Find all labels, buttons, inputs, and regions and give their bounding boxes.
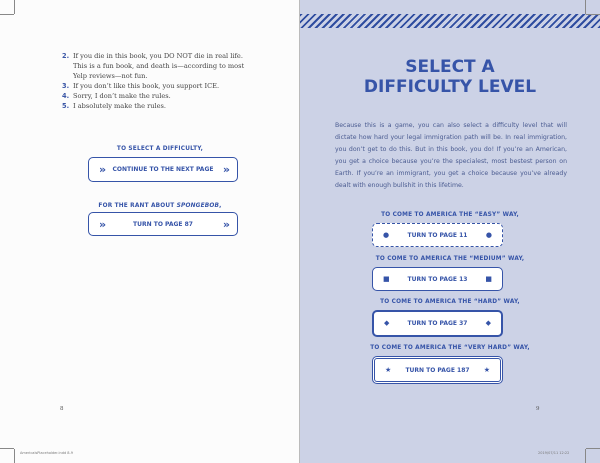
star-icon: ★ [483, 365, 490, 374]
button-label: TURN TO PAGE 87 [133, 220, 193, 228]
striped-header-band [300, 14, 600, 28]
select-difficulty-prompt: TO SELECT A DIFFICULTY, [116, 146, 204, 152]
crop-mark [585, 0, 586, 14]
button-label: CONTINUE TO THE NEXT PAGE [112, 166, 214, 173]
crop-mark [586, 448, 600, 449]
list-item: 4. Sorry, I don’t make the rules. [62, 92, 171, 100]
turn-to-page-187-button[interactable] [372, 356, 503, 384]
crop-mark [0, 14, 14, 15]
button-label: TURN TO PAGE 37 [407, 320, 468, 327]
crop-mark [14, 0, 15, 14]
circle-icon: ● [485, 230, 492, 239]
crop-mark [586, 14, 600, 15]
turn-to-page-37-button[interactable] [372, 310, 503, 337]
square-icon: ■ [383, 274, 390, 283]
button-label: TURN TO PAGE 13 [407, 275, 468, 283]
continue-next-page-button[interactable] [88, 157, 238, 182]
crop-mark [585, 449, 586, 463]
double-chevron-icon: » [222, 163, 227, 176]
crop-mark [14, 449, 15, 463]
diamond-icon: ◆ [384, 319, 390, 327]
rules-list [62, 51, 252, 111]
file-slug: AmericaIsPlaceholder.indd 8-9 [20, 451, 73, 455]
page-number-right: 9 [536, 406, 540, 412]
double-chevron-icon: » [222, 217, 227, 231]
star-icon: ★ [385, 365, 392, 374]
hard-way-prompt: TO COME TO AMERICA THE “HARD” WAY, [380, 299, 520, 305]
body-paragraph: Because this is a game, you can also select a difficulty level that will dictate how hard your legal immigration path will be. In real immigration, you don’t get to do this. But in this book, you do! If you’re an American, you get a choice because you’re the specialest, most bestest person on Earth. If you’re an immigrant, you get a choice because you’ve already dealt with enough bullshit in this lifetime. [335, 122, 567, 189]
list-item: 2. If you die in this book, you DO NOT die in real life. This is a fun book, and death is—according to most Yelp reviews—not fun. [62, 52, 245, 80]
list-item: 3. If you don’t like this book, you support ICE. [62, 82, 220, 90]
page-title: SELECT A DIFFICULTY LEVEL [363, 57, 537, 97]
spongebob-rant-prompt: FOR THE RANT ABOUT SPONGEBOB, [98, 203, 222, 209]
medium-way-prompt: TO COME TO AMERICA THE “MEDIUM” WAY, [375, 256, 525, 262]
easy-way-prompt: TO COME TO AMERICA THE “EASY” WAY, [381, 212, 519, 218]
crop-mark [0, 448, 14, 449]
circle-icon: ● [383, 230, 390, 239]
page-number-left: 8 [60, 406, 64, 412]
turn-to-page-13-button[interactable] [372, 267, 503, 291]
list-item: 5. I absolutely make the rules. [62, 102, 167, 110]
very-hard-way-prompt: TO COME TO AMERICA THE “VERY HARD” WAY, [370, 345, 530, 351]
turn-to-page-11-button[interactable] [372, 223, 503, 247]
square-icon: ■ [485, 274, 492, 283]
double-chevron-icon: » [99, 217, 104, 231]
double-chevron-icon: » [99, 163, 104, 176]
file-date: 2019/07/11 12:22 [538, 451, 570, 455]
turn-to-page-87-button[interactable] [88, 212, 238, 236]
diamond-icon: ◆ [485, 319, 491, 327]
button-label: TURN TO PAGE 187 [405, 366, 470, 374]
button-label: TURN TO PAGE 11 [407, 231, 468, 239]
